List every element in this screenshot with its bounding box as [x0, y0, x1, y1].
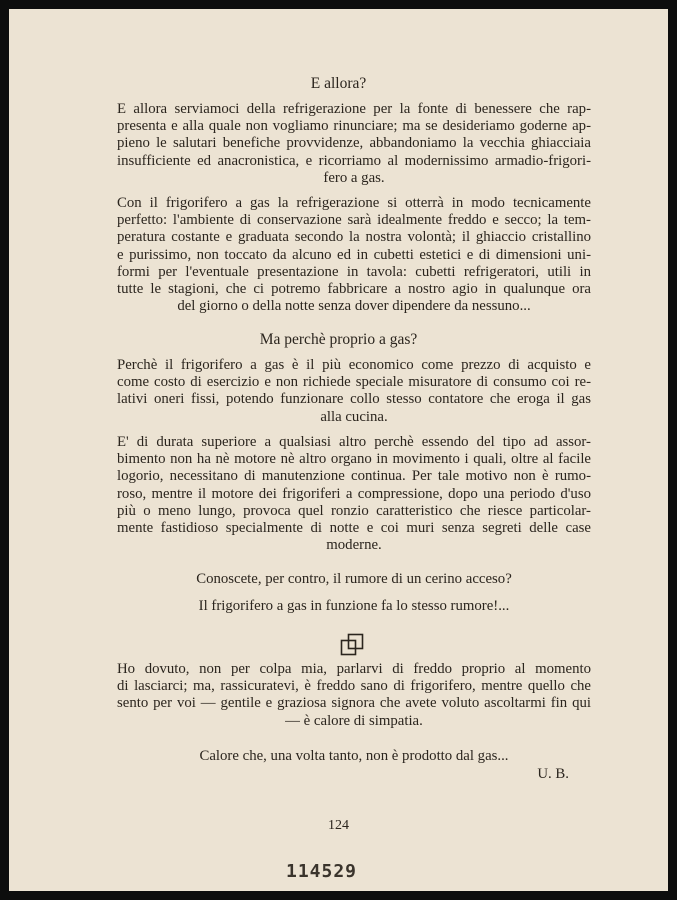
heading-e-allora: E allora? — [310, 75, 367, 92]
text-line: come costo di esercizio e non richiede speciale misuratore di consumo coi re- — [117, 374, 591, 391]
text-line: perfetto: l'ambiente di conservazione sarà idealmente freddo e secco; la tem- — [117, 212, 591, 229]
text-line: roso, mentre il motore dei frigoriferi a compressione, dopo una periodo d'uso — [117, 485, 591, 502]
paragraph-3 — [117, 357, 591, 426]
text-line: presenta e alla quale non vogliamo rinunciare; ma se desideriamo goderne ap- — [117, 118, 591, 135]
text-line-last: del giorno o della notte senza dover dipendere da nessuno... — [177, 298, 531, 315]
text-line: insufficiente ed anacronistica, e ricorriamo al modernissimo armadio-frigori- — [117, 152, 591, 169]
text-line: pieno le salutari benefiche provvidenze, abbandoniamo la vecchia ghiacciaia — [117, 135, 591, 152]
paragraph-4 — [117, 434, 591, 554]
text-line: logorio, necessitano di manutenzione continua. Per tale motivo non è rumo- — [117, 468, 591, 485]
signature: U. B. — [537, 766, 569, 782]
paragraph-7 — [117, 661, 591, 730]
document-page — [9, 9, 668, 891]
text-line: E' di durata superiore a qualsiasi altro perchè essendo del tipo ad assor- — [117, 434, 591, 450]
text-line: Ho dovuto, non per colpa mia, parlarvi di freddo proprio al momento — [117, 661, 591, 677]
text-line: e purissimo, non toccato da alcuno ed in cubetti estetici e di dimensioni uni- — [117, 246, 591, 263]
text-line-last: — è calore di simpatia. — [285, 712, 423, 729]
inventory-stamp: 114529 — [286, 861, 358, 882]
heading-ma-perche: Ma perchè proprio a gas? — [259, 331, 418, 348]
closing-line: Calore che, una volta tanto, non è prodotto dal gas... — [199, 748, 509, 764]
text-line: E allora serviamoci della refrigerazione per la fonte di benessere che rap- — [117, 101, 591, 117]
text-line-last: alla cucina. — [320, 408, 388, 425]
text-line: formi per l'eventuale presentazione in tavola: cubetti refrigeratori, utili in — [117, 263, 591, 280]
text-line-last: fero a gas. — [323, 169, 385, 186]
text-line: di lasciarci; ma, rassicuratevi, è freddo sano di frigorifero, mentre quello che — [117, 678, 591, 695]
text-line: più o meno lungo, provoca quel ronzio caratteristico che riesce particolar- — [117, 502, 591, 519]
paragraph-1 — [117, 101, 591, 187]
text-line-last: moderne. — [326, 537, 382, 554]
text-line: mente fastidioso specialmente di notte e coi muri senza segreti delle case — [117, 520, 591, 537]
text-line: lativi oneri fissi, potendo funzionare collo stesso contatore che eroga il gas — [117, 391, 591, 408]
text-line: Perchè il frigorifero a gas è il più economico come prezzo di acquisto e — [117, 357, 591, 373]
text-line: bimento non ha nè motore nè altro organo in movimento i quali, oltre al facile — [117, 451, 591, 468]
text-line: Con il frigorifero a gas la refrigerazione si otterrà in modo tecnicamente — [117, 195, 591, 211]
text-line: sento per voi — gentile e graziosa signora che avete voluto ascoltarmi fin qui — [117, 695, 591, 712]
double-square-ornament-icon — [340, 633, 364, 657]
answer-line: Il frigorifero a gas in funzione fa lo stesso rumore!... — [198, 598, 510, 614]
paragraph-2 — [117, 195, 591, 315]
text-line: peratura costante e graduata secondo la nostra volontà; il ghiaccio cristallino — [117, 229, 591, 246]
page-number: 124 — [328, 818, 349, 833]
text-line: tutte le stagioni, che ci potremo fabbricare a nostro agio in qualunque ora — [117, 281, 591, 298]
question-line: Conoscete, per contro, il rumore di un cerino acceso? — [196, 571, 512, 587]
